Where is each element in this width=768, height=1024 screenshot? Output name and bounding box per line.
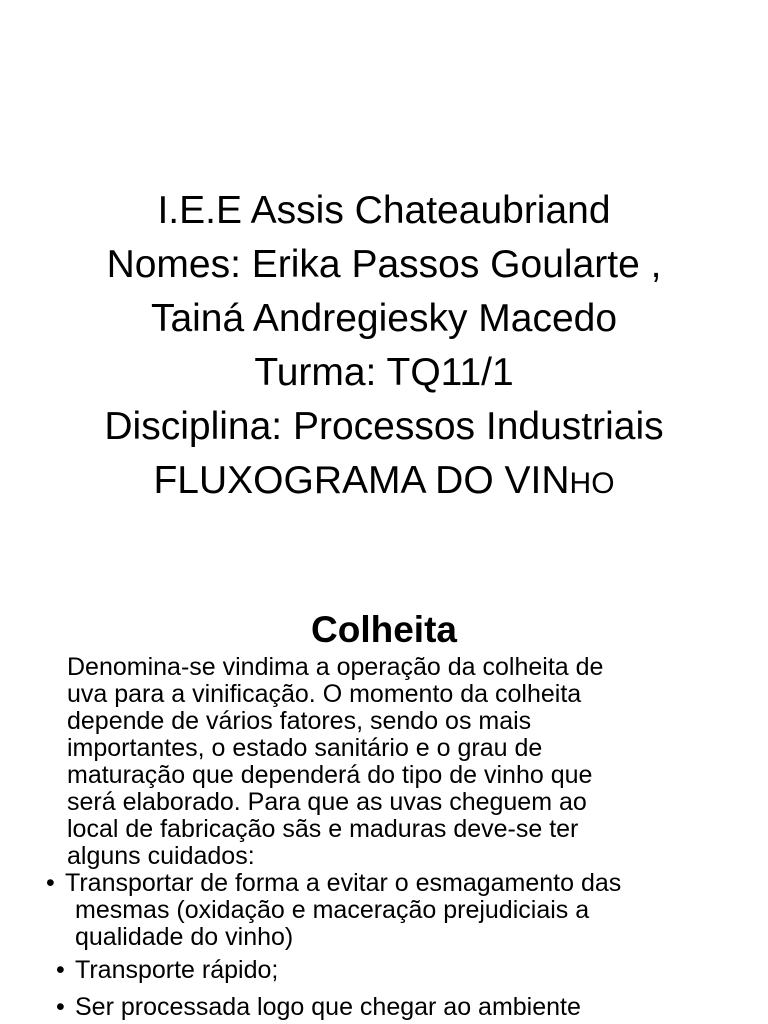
bullet-line: qualidade do vinho) bbox=[75, 923, 294, 951]
bullet-icon: • bbox=[56, 993, 65, 1021]
bullet-icon: • bbox=[46, 869, 55, 897]
class-label: Turma: TQ11/1 bbox=[254, 351, 514, 394]
student-names-line-2: Tainá Andregiesky Macedo bbox=[150, 297, 618, 340]
bullet-line: mesmas (oxidação e maceração prejudiciais a bbox=[75, 896, 590, 924]
paragraph-line: depende de vários fatores, sendo os mais bbox=[67, 707, 532, 735]
student-names-line-1: Nomes: Erika Passos Goularte , bbox=[106, 243, 662, 286]
document-title-tail: HO bbox=[569, 467, 615, 500]
paragraph-line: alguns cuidados: bbox=[67, 842, 255, 870]
paragraph-line: uva para a vinificação. O momento da colheita bbox=[67, 680, 582, 708]
bullet-item bbox=[0, 870, 725, 951]
section-body bbox=[0, 654, 768, 1021]
paragraph-line: Denomina-se vindima a operação da colheita de bbox=[67, 653, 604, 681]
document-title-main: FLUXOGRAMA DO VIN bbox=[153, 459, 570, 502]
subject-label: Disciplina: Processos Industriais bbox=[104, 405, 664, 448]
document-title bbox=[0, 454, 768, 511]
bullet-line: Transporte rápido; bbox=[75, 956, 279, 984]
bullet-line: Ser processada logo que chegar ao ambiente bbox=[75, 993, 581, 1021]
section-heading: Colheita bbox=[311, 609, 457, 650]
cover-title-block bbox=[0, 184, 768, 511]
bullet-item bbox=[0, 957, 725, 984]
paragraph-line: será elaborado. Para que as uvas cheguem ao bbox=[67, 788, 587, 816]
bullet-item bbox=[0, 994, 725, 1021]
bullet-icon: • bbox=[56, 956, 65, 984]
bullet-line: Transportar de forma a evitar o esmagamento das bbox=[65, 869, 622, 897]
paragraph-line: importantes, o estado sanitário e o grau de bbox=[67, 734, 543, 762]
paragraph-line: maturação que dependerá do tipo de vinho que bbox=[67, 761, 593, 789]
school-name: I.E.E Assis Chateaubriand bbox=[157, 189, 611, 232]
intro-paragraph bbox=[0, 654, 715, 870]
paragraph-line: local de fabricação sãs e maduras deve-se ter bbox=[67, 815, 579, 843]
